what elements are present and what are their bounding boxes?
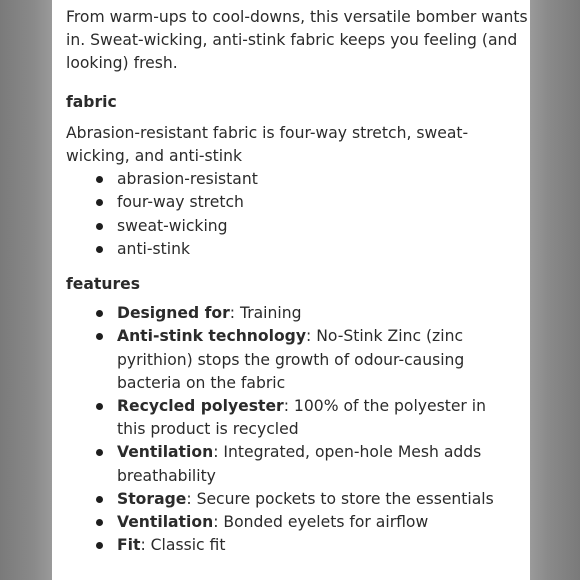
- bullet-icon: [96, 403, 103, 410]
- list-item: [117, 395, 530, 441]
- feature-label: Anti-stink technology: [117, 327, 306, 346]
- feature-label: Storage: [117, 489, 187, 508]
- intro-paragraph: From warm-ups to cool-downs, this versatile bomber wants in. Sweat-wicking, anti-stink fabric keeps you feeling (and looking) fresh.: [66, 8, 528, 73]
- features-heading: features: [66, 275, 140, 294]
- list-item: [117, 238, 530, 261]
- list-item: [117, 325, 530, 395]
- bullet-icon: [96, 333, 103, 340]
- bullet-icon: [96, 176, 103, 183]
- feature-text: : Classic fit: [140, 536, 226, 555]
- feature-text: : Bonded eyelets for airflow: [213, 513, 429, 532]
- feature-label: Designed for: [117, 304, 230, 323]
- fabric-item-text: abrasion-resistant: [117, 170, 258, 189]
- list-item: [117, 511, 530, 534]
- bullet-icon: [96, 199, 103, 206]
- product-description: [52, 0, 530, 580]
- list-item: [117, 215, 530, 238]
- features-list: [66, 302, 530, 557]
- fabric-heading: fabric: [66, 92, 117, 111]
- feature-label: Recycled polyester: [117, 397, 284, 416]
- bullet-icon: [96, 223, 103, 230]
- list-item: [117, 168, 530, 191]
- feature-text: : Training: [229, 304, 302, 323]
- bullet-icon: [96, 449, 103, 456]
- fabric-list: [66, 168, 530, 261]
- bullet-icon: [96, 246, 103, 253]
- bullet-icon: [96, 496, 103, 503]
- feature-label: Fit: [117, 536, 141, 555]
- feature-text: : Integrated, open-hole Mesh adds breathability: [117, 443, 482, 485]
- feature-text: : 100% of the polyester in this product is recycled: [117, 397, 487, 439]
- fabric-description: Abrasion-resistant fabric is four-way stretch, sweat-wicking, and anti-stink: [66, 123, 469, 166]
- list-item: [117, 441, 530, 487]
- list-item: [117, 191, 530, 214]
- list-item: [117, 488, 530, 511]
- bullet-icon: [96, 519, 103, 526]
- list-item: [117, 302, 530, 325]
- feature-text: : No-Stink Zinc (zinc pyrithion) stops the growth of odour-causing bacteria on the fabric: [117, 327, 465, 392]
- feature-label: Ventilation: [117, 513, 214, 532]
- list-item: [117, 534, 530, 557]
- fabric-item-text: four-way stretch: [117, 193, 244, 212]
- fabric-item-text: sweat-wicking: [117, 216, 228, 235]
- bullet-icon: [96, 542, 103, 549]
- bullet-icon: [96, 310, 103, 317]
- feature-label: Ventilation: [117, 443, 214, 462]
- fabric-item-text: anti-stink: [117, 239, 190, 258]
- feature-text: : Secure pockets to store the essentials: [186, 489, 494, 508]
